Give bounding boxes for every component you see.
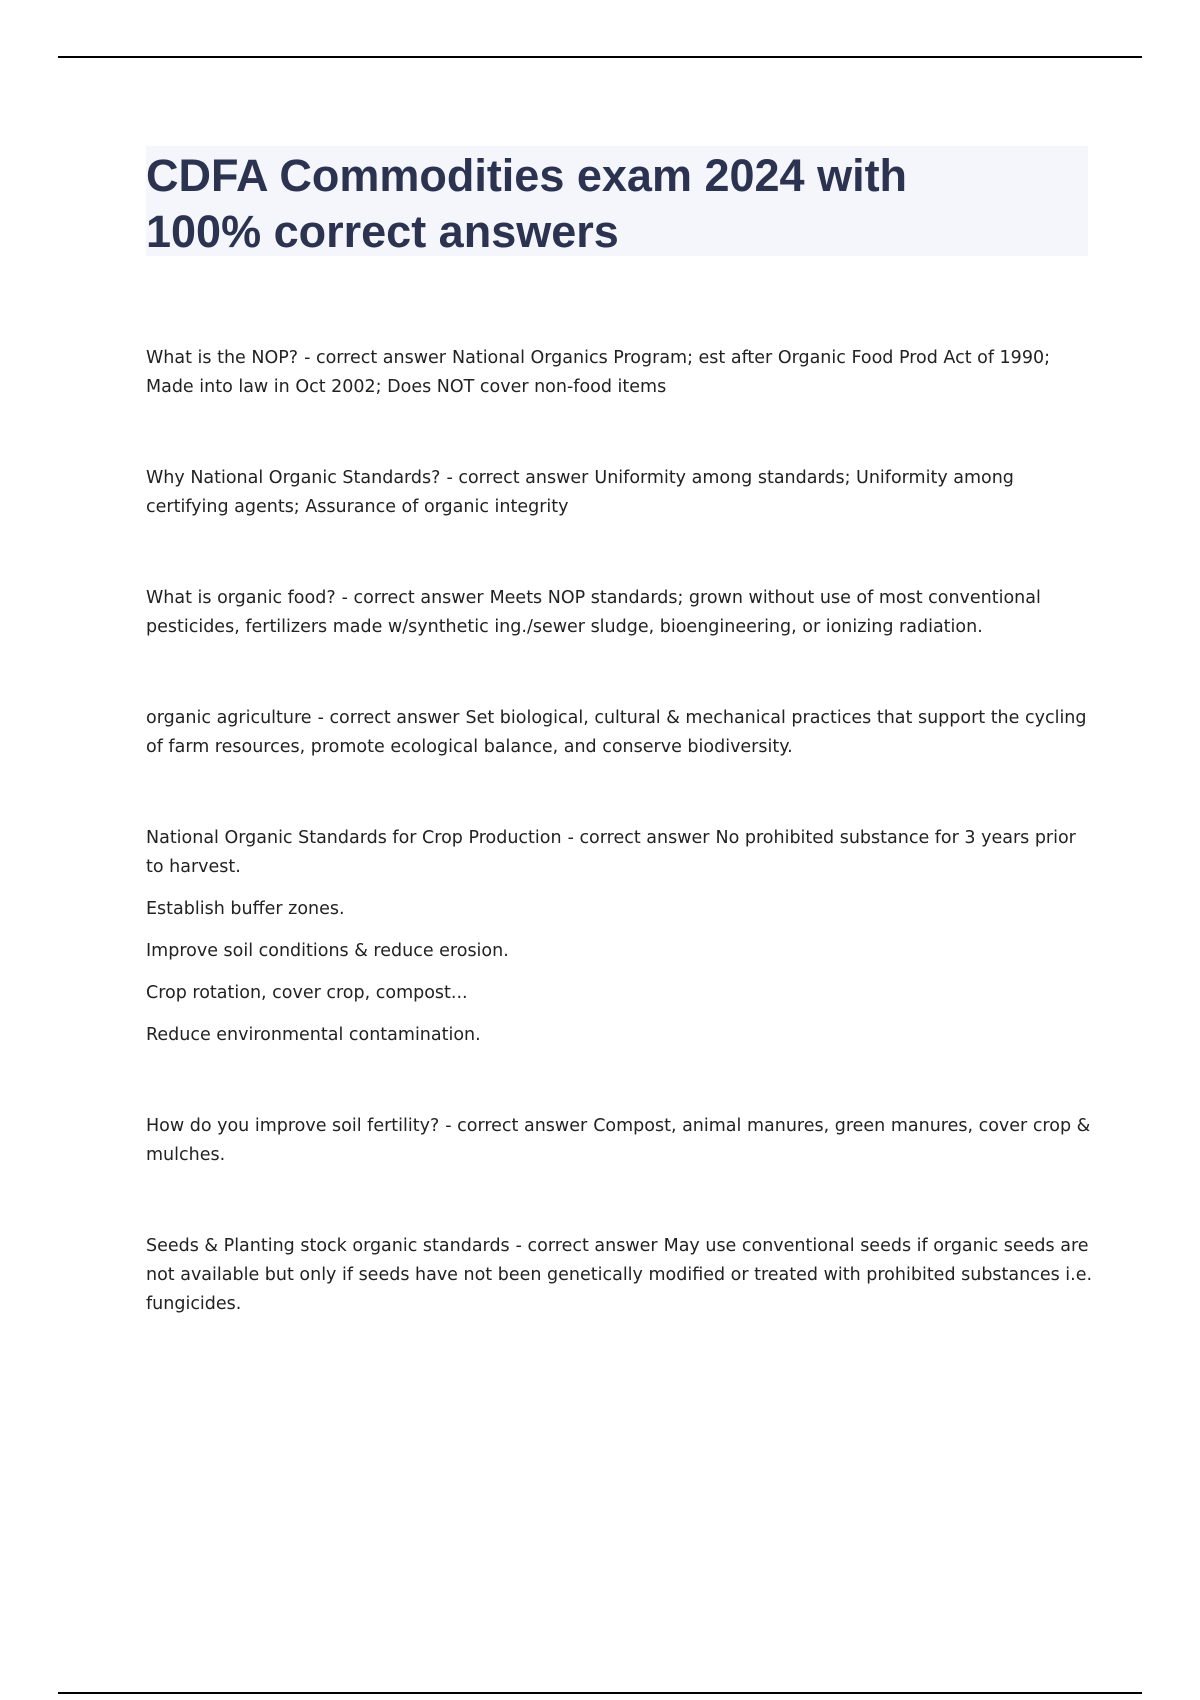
question: What is organic food? xyxy=(146,588,336,608)
qa-item xyxy=(146,1112,1096,1170)
qa-item xyxy=(146,464,1096,522)
qa-item xyxy=(146,344,1096,402)
answer-line: Reduce environmental contamination. xyxy=(146,1025,481,1045)
separator: - correct answer xyxy=(341,588,484,608)
answer-line: Crop rotation, cover crop, compost... xyxy=(146,983,468,1003)
answer: May use conventional seeds if organic seeds are not available but only if seeds have not been genetically modified or treated with prohibited substances i.e. fungicides. xyxy=(146,1236,1093,1314)
separator: - correct answer xyxy=(446,468,589,488)
question: National Organic Standards for Crop Production xyxy=(146,828,562,848)
qa-text xyxy=(146,1112,1096,1170)
answer: Set biological, cultural & mechanical practices that support the cycling of farm resources, promote ecological balance, and conserve biodiversity. xyxy=(146,708,1087,757)
question: How do you improve soil fertility? xyxy=(146,1116,440,1136)
answer: National Organics Program; est after Organic Food Prod Act of 1990; Made into law in Oct 2002; Does NOT cover non-food items xyxy=(146,348,1050,397)
document-title: CDFA Commodities exam 2024 with 100% correct answers xyxy=(146,150,908,257)
qa-text xyxy=(146,584,1096,642)
qa-text xyxy=(146,344,1096,402)
top-rule xyxy=(58,56,1142,58)
question: Why National Organic Standards? xyxy=(146,468,441,488)
answer: Meets NOP standards; grown without use of most conventional pesticides, fertilizers made w/synthetic ing./sewer sludge, bioengineering, or ionizing radiation. xyxy=(146,588,1041,637)
question: Seeds & Planting stock organic standards xyxy=(146,1236,510,1256)
qa-item xyxy=(146,584,1096,642)
bottom-rule xyxy=(58,1692,1142,1694)
qa-text xyxy=(146,824,1096,882)
separator: - correct answer xyxy=(515,1236,658,1256)
title-banner xyxy=(146,146,1088,256)
separator: - correct answer xyxy=(567,828,710,848)
qa-item xyxy=(146,824,1096,1050)
answer: Compost, animal manures, green manures, cover crop & mulches. xyxy=(146,1116,1091,1165)
answer-line: Improve soil conditions & reduce erosion. xyxy=(146,941,509,961)
qa-item xyxy=(146,704,1096,762)
answer: No prohibited substance for 3 years prior to harvest. xyxy=(146,828,1076,877)
separator: - correct answer xyxy=(317,708,460,728)
answer-line: Establish buffer zones. xyxy=(146,899,345,919)
answer: Uniformity among standards; Uniformity among certifying agents; Assurance of organic integrity xyxy=(146,468,1014,517)
qa-item xyxy=(146,1232,1096,1319)
question: organic agriculture xyxy=(146,708,312,728)
separator: - correct answer xyxy=(304,348,447,368)
qa-text xyxy=(146,464,1096,522)
qa-list xyxy=(146,344,1096,1381)
question: What is the NOP? xyxy=(146,348,299,368)
qa-text xyxy=(146,1232,1096,1319)
qa-text xyxy=(146,704,1096,762)
separator: - correct answer xyxy=(445,1116,588,1136)
